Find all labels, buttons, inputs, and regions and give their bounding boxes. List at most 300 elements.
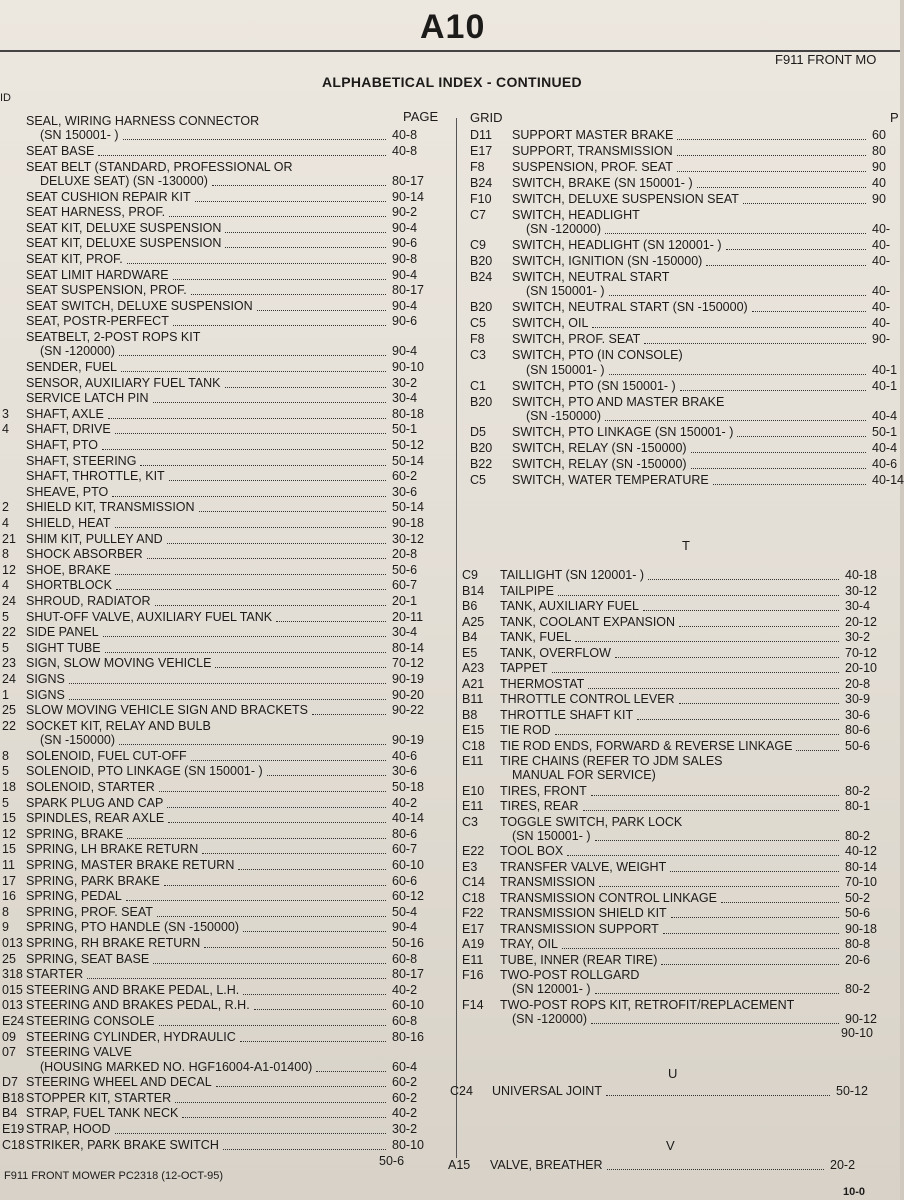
entry-description: SEAT CUSHION REPAIR KIT — [26, 189, 191, 204]
entry-description: SENDER, FUEL — [26, 360, 117, 374]
page-ref: 80-1 — [845, 799, 871, 813]
letter-heading-v: V — [666, 1138, 675, 1153]
grid-ref: 013 — [2, 998, 23, 1013]
entry-description: SHIM KIT, PULLEY AND — [26, 531, 163, 546]
grid-ref: C7 — [470, 208, 486, 222]
entry-description: SEAT BELT (STANDARD, PROFESSIONAL OR — [26, 159, 293, 174]
entry-description: SPRING, SEAT BASE — [26, 951, 150, 966]
grid-ref: F8 — [470, 332, 485, 347]
grid-ref: 17 — [2, 873, 16, 888]
page-ref: 40- — [872, 316, 891, 331]
entry-description: STEERING VALVE — [26, 1045, 132, 1060]
left-page-header: PAGE — [403, 109, 439, 124]
grid-ref: C14 — [462, 875, 485, 889]
page-footer: F911 FRONT MOWER PC2318 (12-OCT-95) — [4, 1170, 224, 1182]
entry-description-continued: (SN -120000) — [526, 222, 602, 237]
grid-ref: B4 — [462, 630, 478, 644]
leader-dots — [199, 511, 386, 512]
entry-description: TRANSMISSION — [500, 875, 596, 889]
grid-ref: 5 — [2, 795, 9, 810]
page-title: A10 — [420, 8, 486, 46]
page-ref: 80-6 — [392, 826, 418, 841]
grid-ref: E10 — [462, 783, 485, 798]
grid-ref: 5 — [2, 640, 9, 655]
page-ref: 30-6 — [392, 764, 418, 779]
grid-ref: C18 — [462, 738, 485, 753]
grid-ref: 23 — [2, 656, 16, 671]
grid-ref: 2 — [2, 500, 9, 515]
page-ref: 50-14 — [392, 500, 424, 515]
entry-description: SEAT KIT, PROF. — [26, 252, 123, 266]
page-ref: 90-10 — [392, 360, 424, 374]
grid-ref: C5 — [470, 316, 486, 331]
entry-description: SOLENOID, STARTER — [26, 780, 155, 794]
leader-dots — [552, 672, 839, 673]
leader-dots — [583, 810, 840, 811]
page-ref: 90-4 — [392, 267, 418, 282]
leader-dots — [677, 171, 866, 172]
grid-ref: 07 — [2, 1045, 16, 1060]
grid-ref: 11 — [2, 858, 15, 872]
grid-ref: C18 — [2, 1137, 25, 1152]
entry-description: SHAFT, AXLE — [26, 406, 104, 421]
entry-description: SUPPORT, TRANSMISSION — [512, 144, 673, 158]
grid-ref: 5 — [2, 609, 9, 624]
leader-dots — [316, 1071, 386, 1072]
leader-dots — [592, 327, 866, 328]
page-ref: 30-2 — [392, 375, 418, 390]
grid-ref: 09 — [2, 1029, 16, 1044]
page-ref: 90-20 — [392, 687, 424, 702]
leader-dots — [575, 641, 839, 642]
page-ref: 20-8 — [392, 547, 418, 562]
page-ref: 40-6 — [392, 748, 418, 763]
grid-ref: 24 — [2, 672, 16, 686]
entry-description: SPRING, MASTER BRAKE RETURN — [26, 858, 235, 872]
leader-dots — [567, 855, 839, 856]
entry-description: STOPPER KIT, STARTER — [26, 1090, 172, 1105]
grid-ref: B4 — [2, 1106, 18, 1121]
leader-dots — [663, 933, 839, 934]
index-entry — [0, 998, 900, 1028]
entry-description: TAILLIGHT (SN 120001- ) — [500, 568, 645, 582]
page-ref: 50-18 — [392, 780, 424, 794]
entry-description: TWO-POST ROPS KIT, RETROFIT/REPLACEMENT — [500, 997, 795, 1012]
page-ref: 80 — [872, 144, 886, 158]
leader-dots — [670, 871, 839, 872]
grid-ref: B20 — [470, 254, 493, 269]
page-ref: 90-14 — [392, 189, 424, 204]
page-ref: 40-1 — [872, 378, 898, 393]
leader-dots — [591, 795, 839, 796]
entry-description: SIDE PANEL — [26, 625, 99, 640]
page-ref: 80-8 — [845, 937, 871, 951]
index-entry — [0, 1045, 900, 1075]
page-ref: 30-4 — [845, 599, 871, 613]
grid-ref: C5 — [470, 472, 486, 487]
leader-dots — [588, 688, 839, 689]
entry-description: SHOE, BRAKE — [26, 562, 111, 577]
leader-dots — [147, 558, 386, 559]
entry-description: SPRING, PTO HANDLE (SN -150000) — [26, 920, 240, 935]
page-ref: 90-4 — [392, 344, 418, 359]
entry-description: SERVICE LATCH PIN — [26, 391, 149, 406]
page-ref: 30-4 — [392, 391, 418, 406]
page-ref: 80-14 — [845, 859, 877, 874]
leader-dots — [591, 1023, 839, 1024]
page-ref: 90 — [872, 192, 886, 206]
leader-dots — [726, 249, 866, 250]
left-edge-header: ID — [0, 92, 11, 104]
leader-dots — [115, 527, 386, 528]
page-ref: 80-2 — [845, 982, 871, 996]
grid-ref: E11 — [462, 799, 484, 813]
leader-dots — [713, 484, 866, 485]
page-ref: 40-2 — [392, 982, 418, 997]
index-entry — [0, 395, 900, 425]
page-ref: 40-18 — [845, 568, 877, 582]
page-ref: 50-4 — [392, 904, 418, 919]
entry-description: SPINDLES, REAR AXLE — [26, 811, 165, 826]
page-ref: 50-14 — [392, 453, 424, 468]
entry-description: TAPPET — [500, 661, 548, 675]
entry-description: TRAY, OIL — [500, 937, 558, 951]
page-ref: 30-12 — [845, 583, 877, 598]
page-ref: 90-19 — [392, 733, 424, 748]
entry-description: TIE ROD ENDS, FORWARD & REVERSE LINKAGE — [500, 738, 793, 753]
entry-description: SHORTBLOCK — [26, 578, 112, 593]
grid-ref: 18 — [2, 780, 16, 794]
page-ref: 90-4 — [392, 220, 418, 235]
page-ref: 80-10 — [392, 1137, 424, 1152]
page-ref: 60 — [872, 128, 886, 142]
entry-description: TWO-POST ROLLGARD — [500, 968, 640, 982]
grid-ref: F22 — [462, 906, 484, 920]
entry-description: SIGNS — [26, 672, 65, 686]
leader-dots — [606, 1095, 830, 1096]
page-ref: 40- — [872, 222, 891, 237]
grid-ref: D5 — [470, 424, 486, 439]
page-ref: 60-2 — [392, 469, 418, 484]
page-ref: 30-6 — [392, 484, 418, 499]
entry-description: SWITCH, BRAKE (SN 150001- ) — [512, 176, 693, 190]
grid-ref: B20 — [470, 440, 493, 455]
grid-ref: 12 — [2, 826, 16, 841]
entry-description: SHAFT, DRIVE — [26, 422, 111, 437]
page-ref: 80-6 — [845, 723, 871, 737]
letter-heading-u: U — [668, 1066, 678, 1081]
entry-description: STEERING CYLINDER, HYDRAULIC — [26, 1029, 236, 1044]
entry-description: SOLENOID, PTO LINKAGE (SN 150001- ) — [26, 764, 263, 779]
entry-description: STRIKER, PARK BRAKE SWITCH — [26, 1137, 219, 1152]
page-ref: 20-10 — [845, 661, 877, 675]
entry-description: TAILPIPE — [500, 583, 554, 598]
grid-ref: 12 — [2, 562, 16, 577]
page-ref: 90-12 — [845, 1011, 877, 1026]
page-ref: 80-2 — [845, 783, 871, 798]
page-ref: 60-4 — [392, 1059, 418, 1074]
leader-dots — [607, 1169, 824, 1170]
grid-ref: 3 — [2, 406, 9, 421]
leader-dots — [182, 1117, 386, 1118]
entry-description: TRANSMISSION CONTROL LINKAGE — [500, 890, 717, 905]
leader-dots — [609, 295, 866, 296]
grid-ref: 1 — [2, 687, 9, 702]
grid-ref: A25 — [462, 614, 485, 629]
page-ref: 90-22 — [392, 703, 424, 718]
page-ref: 30-6 — [845, 707, 871, 722]
index-entry — [0, 1084, 900, 1114]
grid-ref: 15 — [2, 842, 16, 857]
leader-dots — [599, 886, 839, 887]
entry-description: SHUT-OFF VALVE, AUXILIARY FUEL TANK — [26, 609, 273, 624]
page-ref: 90-18 — [845, 921, 877, 936]
page-ref: 60-10 — [392, 858, 424, 872]
entry-description: STEERING AND BRAKES PEDAL, R.H. — [26, 998, 250, 1013]
page-ref: 40-2 — [392, 1106, 418, 1121]
entry-description-continued: (SN 120001- ) — [512, 982, 591, 996]
entry-description: SWITCH, PTO AND MASTER BRAKE — [512, 394, 725, 409]
entry-description: TIRES, REAR — [500, 799, 579, 813]
grid-ref: 4 — [2, 516, 9, 530]
page-ref: 40-14 — [392, 811, 424, 826]
leader-dots — [643, 610, 839, 611]
leader-dots — [677, 139, 866, 140]
entry-description: STEERING CONSOLE — [26, 1014, 155, 1028]
entry-description: SEAT LIMIT HARDWARE — [26, 267, 169, 282]
page-ref: 30-4 — [392, 625, 418, 640]
page-ref: 50-6 — [845, 738, 871, 753]
page-ref: 70-12 — [845, 645, 877, 660]
leader-dots — [752, 311, 866, 312]
entry-description: SPRING, LH BRAKE RETURN — [26, 842, 199, 857]
leader-dots — [115, 1133, 386, 1134]
grid-ref: C1 — [470, 378, 486, 393]
grid-ref: B6 — [462, 599, 478, 613]
entry-description: SEAT SUSPENSION, PROF. — [26, 283, 187, 298]
page-ref: 40-4 — [872, 408, 898, 423]
entry-description: THROTTLE SHAFT KIT — [500, 707, 634, 722]
leader-dots — [648, 579, 839, 580]
entry-description: TIRES, FRONT — [500, 783, 587, 798]
entry-description-continued: (SN -150000) — [40, 733, 116, 748]
leader-dots — [706, 265, 866, 266]
page-ref: 20-1 — [392, 594, 418, 608]
entry-description: TANK, OVERFLOW — [500, 645, 611, 660]
entry-description: SHIELD KIT, TRANSMISSION — [26, 500, 195, 515]
leader-dots — [167, 543, 386, 544]
page-ref: 60-12 — [392, 889, 424, 904]
page-ref: 80-2 — [845, 828, 871, 843]
header-rule — [0, 50, 900, 52]
grid-ref: B24 — [470, 176, 493, 190]
leader-dots — [637, 719, 839, 720]
entry-description: SPRING, PARK BRAKE — [26, 873, 160, 888]
page-ref: 30-12 — [392, 531, 424, 546]
grid-ref: E17 — [470, 144, 493, 158]
entry-description: SWITCH, PTO (SN 150001- ) — [512, 378, 676, 393]
page-ref: 40-2 — [392, 795, 418, 810]
entry-description: SIGNS — [26, 687, 65, 702]
entry-description: SEAT BASE — [26, 144, 95, 158]
entry-description: STRAP, FUEL TANK NECK — [26, 1106, 179, 1121]
grid-ref: 25 — [2, 703, 16, 718]
grid-ref: C9 — [470, 238, 486, 253]
page-ref: 50-6 — [845, 906, 871, 920]
page-ref: 50-12 — [392, 438, 424, 452]
leader-dots — [595, 840, 839, 841]
page-ref: 60-8 — [392, 1014, 418, 1028]
page-ref: 90-4 — [392, 920, 418, 935]
entry-description: SOLENOID, FUEL CUT-OFF — [26, 748, 187, 763]
grid-ref: B22 — [470, 456, 493, 471]
page-ref: 40- — [872, 238, 891, 253]
grid-ref: E22 — [462, 844, 485, 858]
entry-description: VALVE, BREATHER — [490, 1158, 603, 1172]
page-ref: 60-2 — [392, 1075, 418, 1090]
grid-ref: 5 — [2, 764, 9, 779]
entry-description: SPRING, PEDAL — [26, 889, 122, 904]
page-ref: 60-2 — [392, 1090, 418, 1105]
page-ref: 20-12 — [845, 614, 877, 629]
entry-description-continued: (HOUSING MARKED NO. HGF16004-A1-01400) — [40, 1059, 313, 1074]
grid-ref: E19 — [2, 1122, 25, 1136]
entry-description: TUBE, INNER (REAR TIRE) — [500, 952, 658, 967]
page-ref: 50-12 — [836, 1084, 868, 1098]
grid-ref: B20 — [470, 300, 493, 315]
leader-dots — [661, 964, 839, 965]
entry-description: THROTTLE CONTROL LEVER — [500, 692, 675, 706]
grid-ref: 4 — [2, 578, 9, 593]
grid-ref: 22 — [2, 625, 16, 640]
page-ref: 70-12 — [392, 656, 424, 671]
entry-description: SHROUD, RADIATOR — [26, 594, 151, 608]
page-ref: 40- — [872, 284, 891, 299]
grid-ref: 015 — [2, 982, 23, 997]
entry-description: SEAT KIT, DELUXE SUSPENSION — [26, 236, 222, 251]
entry-description: SHAFT, STEERING — [26, 453, 137, 468]
leader-dots — [609, 374, 866, 375]
page-ref: 30-2 — [845, 630, 871, 644]
entry-description-continued: (SN 150001- ) — [40, 128, 119, 143]
grid-ref: E3 — [462, 859, 478, 874]
entry-description: SHIELD, HEAT — [26, 516, 111, 530]
page-ref: 40-4 — [872, 440, 898, 455]
grid-ref: E17 — [462, 921, 485, 936]
index-entry — [0, 267, 900, 300]
entry-description: STARTER — [26, 967, 84, 982]
leader-dots — [555, 734, 839, 735]
entry-description: SWITCH, PTO (IN CONSOLE) — [512, 348, 683, 363]
page-ref: 80-14 — [392, 640, 424, 655]
section-heading: ALPHABETICAL INDEX - CONTINUED — [322, 74, 582, 90]
page-ref: 90-4 — [392, 298, 418, 313]
page-ref: 40- — [872, 300, 891, 315]
page-ref: 80-18 — [392, 406, 424, 421]
entry-description: SHEAVE, PTO — [26, 484, 109, 499]
entry-description-continued: (SN -120000) — [40, 344, 116, 359]
grid-ref: E11 — [462, 952, 484, 967]
grid-ref: E24 — [2, 1014, 25, 1028]
entry-description: SIGHT TUBE — [26, 640, 101, 655]
page-ref: 90-18 — [392, 516, 424, 530]
entry-description: SHAFT, PTO — [26, 438, 99, 452]
entry-description: SWITCH, OIL — [512, 316, 589, 331]
entry-description: SEAT, POSTR-PERFECT — [26, 314, 169, 329]
entry-description: SWITCH, WATER TEMPERATURE — [512, 472, 709, 487]
leader-dots — [697, 187, 866, 188]
entry-description-continued: (SN -150000) — [526, 408, 602, 423]
index-entry — [0, 472, 904, 503]
entry-description-continued: (SN 150001- ) — [526, 284, 605, 299]
entry-description: SWITCH, PTO LINKAGE (SN 150001- ) — [512, 424, 734, 439]
entry-description: SEATBELT, 2-POST ROPS KIT — [26, 330, 201, 344]
entry-description: THERMOSTAT — [500, 676, 585, 691]
page-ref: 20-11 — [392, 609, 424, 624]
entry-description: SWITCH, DELUXE SUSPENSION SEAT — [512, 192, 739, 206]
grid-ref: D7 — [2, 1075, 18, 1090]
entry-description: SEAL, WIRING HARNESS CONNECTOR — [26, 114, 260, 128]
entry-description: TRANSMISSION SHIELD KIT — [500, 906, 667, 920]
leader-dots — [671, 917, 839, 918]
index-entry — [0, 754, 900, 784]
grid-ref: A21 — [462, 676, 485, 691]
leader-dots — [691, 468, 866, 469]
leader-dots — [615, 657, 839, 658]
entry-description: TANK, COOLANT EXPANSION — [500, 614, 676, 629]
grid-ref: C9 — [462, 568, 478, 582]
left-last-page: 50-6 — [379, 1154, 405, 1168]
grid-ref: B24 — [470, 270, 493, 285]
leader-dots — [240, 1041, 386, 1042]
entry-description: SWITCH, NEUTRAL START (SN -150000) — [512, 300, 748, 315]
entry-description-continued: (SN 150001- ) — [526, 362, 605, 377]
page-ref: 60-7 — [392, 578, 418, 593]
entry-description: SWITCH, HEADLIGHT — [512, 208, 640, 222]
page-ref: 80-17 — [392, 173, 424, 188]
grid-ref: F16 — [462, 968, 484, 982]
page-ref: 30-2 — [392, 1122, 418, 1136]
leader-dots — [605, 233, 866, 234]
entry-description-continued: DELUXE SEAT) (SN -130000) — [40, 173, 208, 188]
entry-description: SWITCH, RELAY (SN -150000) — [512, 440, 687, 455]
leader-dots — [605, 420, 866, 421]
page-ref: 60-10 — [392, 998, 424, 1013]
grid-ref: A15 — [448, 1158, 471, 1172]
page-ref: 60-7 — [392, 842, 418, 857]
entry-description: SEAT SWITCH, DELUXE SUSPENSION — [26, 298, 253, 313]
page-ref: 40-8 — [392, 128, 418, 143]
header-manual-name: F911 FRONT MO — [775, 52, 877, 67]
entry-description: SPRING, BRAKE — [26, 826, 124, 841]
page-ref: 50-2 — [845, 890, 871, 905]
leader-dots — [677, 155, 866, 156]
index-entry — [0, 348, 900, 378]
entry-description: TIE ROD — [500, 723, 551, 737]
leader-dots — [223, 1149, 386, 1150]
entry-description: TRANSFER VALVE, WEIGHT — [500, 859, 667, 874]
page-ref: 40 — [872, 176, 886, 190]
entry-description: SEAT HARNESS, PROF. — [26, 205, 166, 220]
grid-ref: F8 — [470, 160, 485, 174]
entry-description: TIRE CHAINS (REFER TO JDM SALES — [500, 754, 723, 768]
grid-ref: C3 — [462, 814, 478, 829]
grid-ref: 8 — [2, 547, 9, 562]
page-ref: 30-9 — [845, 692, 871, 706]
page-ref: 80-17 — [392, 967, 424, 982]
page-ref: 70-10 — [845, 875, 877, 889]
leader-dots — [743, 203, 866, 204]
